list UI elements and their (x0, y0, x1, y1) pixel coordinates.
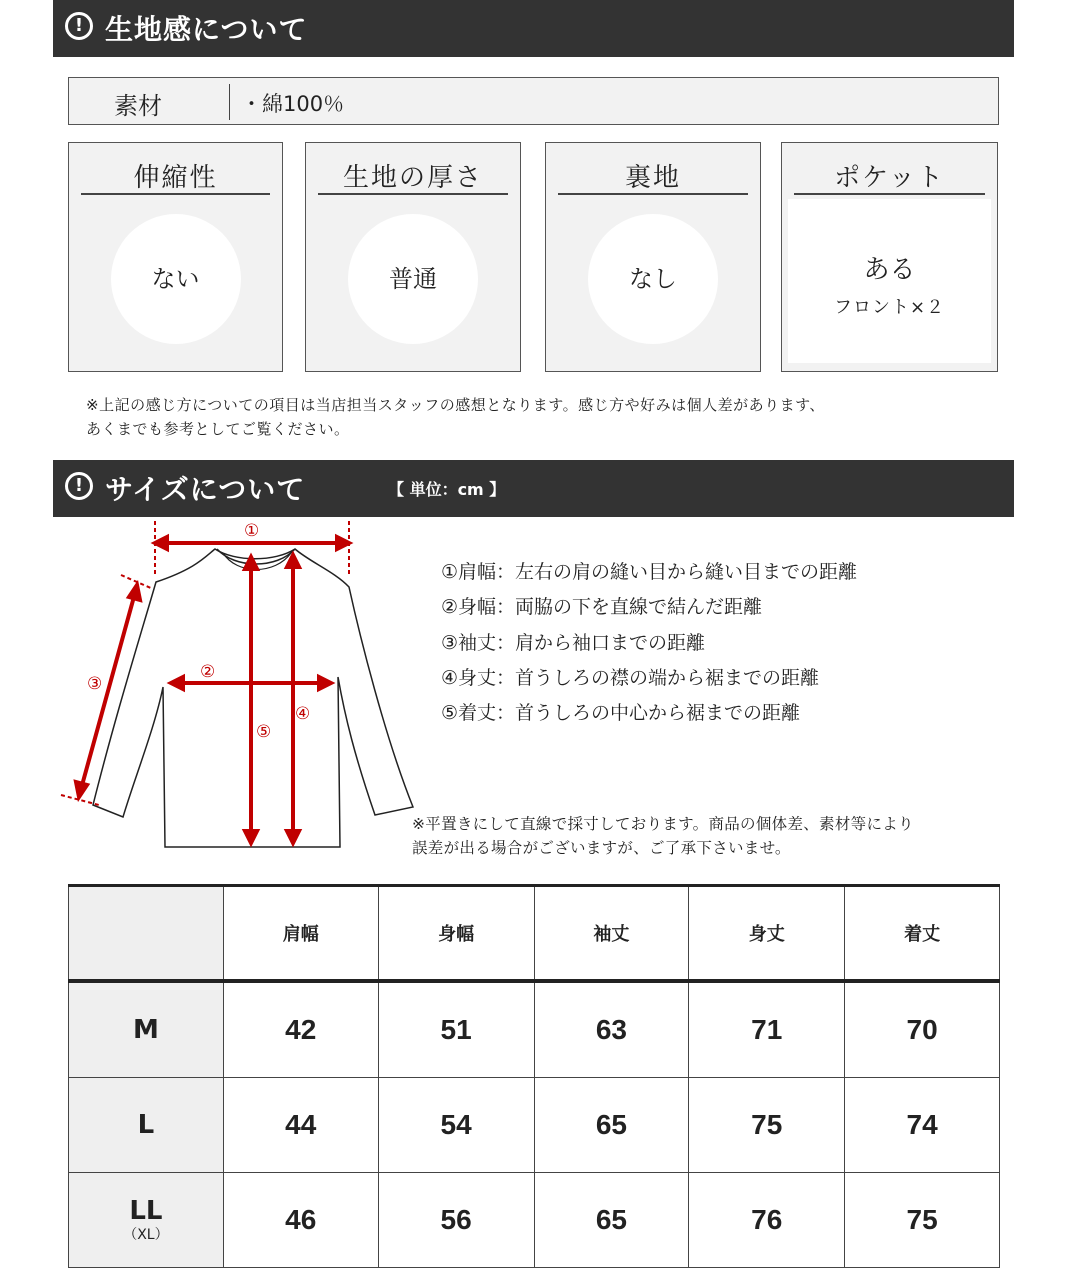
table-cell: 65 (534, 1173, 689, 1268)
legend-item: ②身幅：両脇の下を直線で結んだ距離 (441, 596, 763, 618)
material-label: 素材 (114, 92, 162, 120)
feature-sub-value: フロント×２ (833, 297, 946, 318)
measure-note (412, 812, 914, 860)
table-cell: 74 (845, 1078, 1000, 1173)
marker-1: ① (244, 521, 260, 541)
header-cell: 身丈 (689, 886, 845, 982)
table-cell: 63 (534, 981, 689, 1078)
feature-value: 普通 (389, 265, 437, 293)
arrow-head (287, 555, 299, 567)
header-cell: 身幅 (378, 886, 534, 982)
garment-diagram (55, 517, 425, 857)
measure-note-line: ※平置きにして直線で採寸しております。商品の個体差、素材等により (412, 815, 914, 833)
table-row (69, 1078, 1000, 1173)
feature-thickness (305, 142, 521, 372)
legend-item: ①肩幅：左右の肩の縫い目から縫い目までの距離 (441, 561, 858, 583)
header-corner-cell (69, 886, 224, 982)
size-section-title: サイズについて (105, 473, 306, 506)
divider (558, 193, 748, 195)
material-row (68, 77, 999, 125)
material-divider (229, 84, 230, 120)
fabric-note (86, 393, 825, 441)
arrow-head (287, 831, 299, 843)
size-label: M (69, 981, 224, 1078)
marker-4: ④ (295, 704, 311, 724)
table-cell: 76 (689, 1173, 845, 1268)
table-cell: 46 (223, 1173, 378, 1268)
header-cell: 袖丈 (534, 886, 689, 982)
fabric-note-line: ※上記の感じ方についての項目は当店担当スタッフの感想となります。感じ方や好みは個人差があります、 (86, 396, 825, 414)
feature-title: ポケット (834, 163, 945, 193)
size-unit-label: 【 単位：cm 】 (388, 480, 506, 499)
arrow-head (171, 677, 183, 689)
feature-stretch (68, 142, 283, 372)
size-label-main: LL (129, 1196, 163, 1226)
size-label-sub: （XL） (123, 1227, 169, 1243)
marker-2: ② (200, 662, 216, 682)
table-cell: 54 (378, 1078, 534, 1173)
arrow-head (76, 782, 87, 797)
divider (794, 193, 985, 195)
feature-lining (545, 142, 761, 372)
header-cell: 着丈 (845, 886, 1000, 982)
feature-value: ある (863, 255, 916, 285)
table-cell: 65 (534, 1078, 689, 1173)
feature-title: 伸縮性 (133, 163, 218, 193)
exclamation-icon: ! (65, 12, 93, 40)
size-label: L (69, 1078, 224, 1173)
divider (318, 193, 508, 195)
size-table-header (69, 886, 1000, 982)
fabric-section-title: 生地感について (105, 13, 308, 46)
fabric-note-line: あくまでも参考としてご覧ください。 (86, 420, 350, 438)
arrow-head (155, 537, 167, 549)
table-row (69, 1173, 1000, 1268)
material-value: ・綿100％ (241, 92, 345, 116)
feature-title: 生地の厚さ (342, 163, 483, 193)
arrow-head (319, 677, 331, 689)
table-cell: 42 (223, 981, 378, 1078)
marker-3: ③ (87, 674, 103, 694)
shirt-collar (217, 549, 295, 564)
fabric-section-header (53, 0, 1014, 57)
divider (81, 193, 270, 195)
size-section-header (53, 460, 1014, 517)
table-cell: 44 (223, 1078, 378, 1173)
size-label (69, 1173, 224, 1268)
table-cell: 56 (378, 1173, 534, 1268)
table-cell: 75 (689, 1078, 845, 1173)
measure-note-line: 誤差が出る場合がございますが、ご了承下さいませ。 (412, 839, 791, 857)
table-row (69, 981, 1000, 1078)
feature-pocket (781, 142, 998, 372)
feature-value: ない (151, 265, 200, 293)
feature-title: 裏地 (624, 163, 681, 193)
table-cell: 51 (378, 981, 534, 1078)
table-cell: 75 (845, 1173, 1000, 1268)
arrow-head (337, 537, 349, 549)
feature-value: なし (629, 265, 677, 293)
legend-item: ④身丈：首うしろの襟の端から裾までの距離 (441, 667, 820, 689)
header-cell: 肩幅 (223, 886, 378, 982)
marker-5: ⑤ (256, 722, 272, 742)
table-cell: 70 (845, 981, 1000, 1078)
table-cell: 71 (689, 981, 845, 1078)
legend-item: ③袖丈：肩から袖口までの距離 (441, 632, 706, 654)
arrow-head (245, 831, 257, 843)
arrow-head (129, 585, 140, 600)
size-table (68, 884, 1000, 1268)
legend-item: ⑤着丈：首うしろの中心から裾までの距離 (441, 702, 801, 724)
exclamation-icon: ! (65, 472, 93, 500)
